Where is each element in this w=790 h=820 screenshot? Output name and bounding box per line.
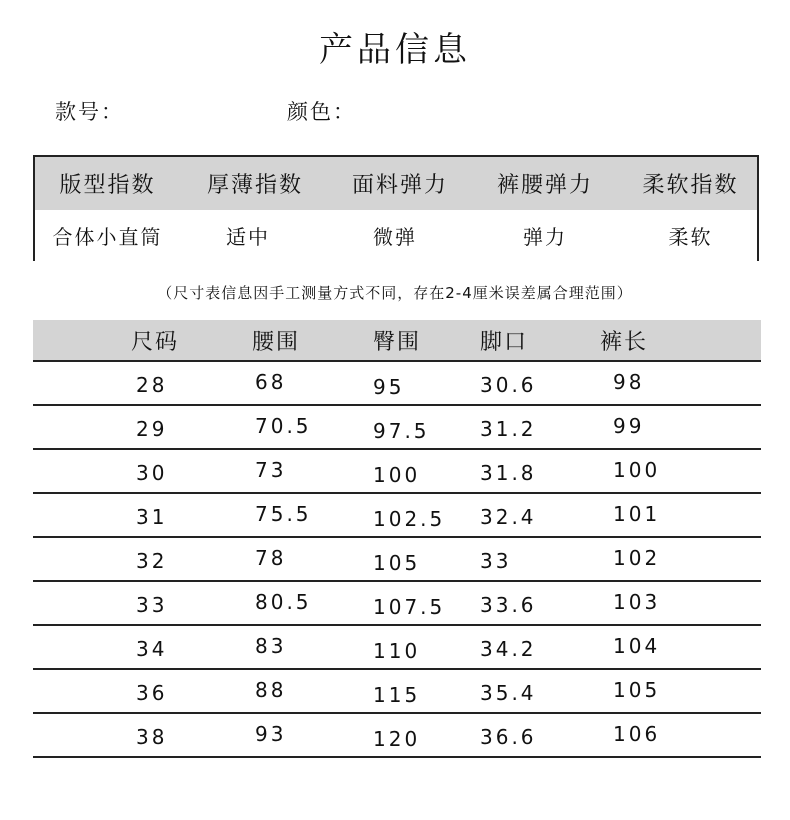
cell-waist: 83 — [255, 634, 287, 658]
table-row — [33, 406, 761, 450]
cell-length: 101 — [613, 502, 661, 526]
cell-size: 30 — [136, 461, 168, 485]
table-row — [33, 450, 761, 494]
cell-waist: 73 — [255, 458, 287, 482]
cell-leg-opening: 32.4 — [480, 505, 537, 529]
attr-value-waist-stretch: 弹力 — [523, 225, 567, 249]
size-header-size: 尺码 — [131, 329, 180, 355]
cell-hip: 115 — [373, 683, 421, 707]
cell-size: 29 — [136, 417, 168, 441]
color-label: 颜色： — [287, 100, 356, 124]
cell-size: 31 — [136, 505, 168, 529]
cell-hip: 97.5 — [373, 419, 430, 443]
cell-waist: 93 — [255, 722, 287, 746]
cell-length: 98 — [613, 370, 645, 394]
cell-leg-opening: 34.2 — [480, 637, 537, 661]
page-title: 产品信息 — [319, 30, 471, 70]
cell-waist: 68 — [255, 370, 287, 394]
cell-waist: 88 — [255, 678, 287, 702]
cell-length: 105 — [613, 678, 661, 702]
attr-header-fit: 版型指数 — [59, 173, 156, 198]
cell-size: 32 — [136, 549, 168, 573]
cell-hip: 107.5 — [373, 595, 446, 619]
cell-leg-opening: 31.8 — [480, 461, 537, 485]
cell-length: 103 — [613, 590, 661, 614]
cell-leg-opening: 33.6 — [480, 593, 537, 617]
table-row — [33, 494, 761, 538]
attributes-header-row — [35, 157, 757, 210]
size-header-waist: 腰围 — [252, 329, 301, 355]
table-row — [33, 670, 761, 714]
size-header-hip: 臀围 — [373, 329, 422, 355]
table-row — [33, 582, 761, 626]
attr-value-thickness: 适中 — [226, 225, 270, 249]
cell-hip: 100 — [373, 463, 421, 487]
cell-length: 102 — [613, 546, 661, 570]
attributes-table — [33, 155, 759, 261]
cell-length: 106 — [613, 722, 661, 746]
attr-header-thickness: 厚薄指数 — [206, 173, 303, 198]
cell-size: 36 — [136, 681, 168, 705]
cell-size: 33 — [136, 593, 168, 617]
attributes-value-row — [35, 210, 757, 261]
attr-header-softness: 柔软指数 — [642, 173, 739, 198]
cell-hip: 102.5 — [373, 507, 446, 531]
size-header-leg-opening: 脚口 — [480, 329, 529, 355]
table-row — [33, 714, 761, 758]
cell-hip: 120 — [373, 727, 421, 751]
cell-leg-opening: 33 — [480, 549, 512, 573]
cell-leg-opening: 30.6 — [480, 373, 537, 397]
size-table-header — [33, 320, 761, 362]
cell-leg-opening: 36.6 — [480, 725, 537, 749]
table-row — [33, 538, 761, 582]
size-table-body — [33, 362, 761, 758]
cell-hip: 105 — [373, 551, 421, 575]
cell-size: 38 — [136, 725, 168, 749]
cell-waist: 80.5 — [255, 590, 312, 614]
attr-value-fit: 合体小直筒 — [52, 225, 163, 249]
attr-header-waist-stretch: 裤腰弹力 — [496, 173, 593, 198]
attr-value-fabric-stretch: 微弹 — [373, 225, 417, 249]
cell-leg-opening: 31.2 — [480, 417, 537, 441]
cell-length: 100 — [613, 458, 661, 482]
style-code-label: 款号： — [55, 100, 124, 124]
attr-value-softness: 柔软 — [668, 225, 713, 249]
table-row — [33, 362, 761, 406]
cell-length: 104 — [613, 634, 661, 658]
measurement-note: （尺寸表信息因手工测量方式不同，存在2-4厘米误差属合理范围） — [157, 284, 633, 302]
cell-hip: 110 — [373, 639, 421, 663]
size-header-length: 裤长 — [600, 329, 649, 355]
cell-length: 99 — [613, 414, 645, 438]
cell-size: 34 — [136, 637, 168, 661]
cell-waist: 75.5 — [255, 502, 312, 526]
cell-size: 28 — [136, 373, 168, 397]
cell-leg-opening: 35.4 — [480, 681, 537, 705]
table-row — [33, 626, 761, 670]
cell-waist: 70.5 — [255, 414, 312, 438]
attr-header-fabric-stretch: 面料弹力 — [351, 173, 448, 198]
cell-waist: 78 — [255, 546, 287, 570]
cell-hip: 95 — [373, 375, 405, 399]
